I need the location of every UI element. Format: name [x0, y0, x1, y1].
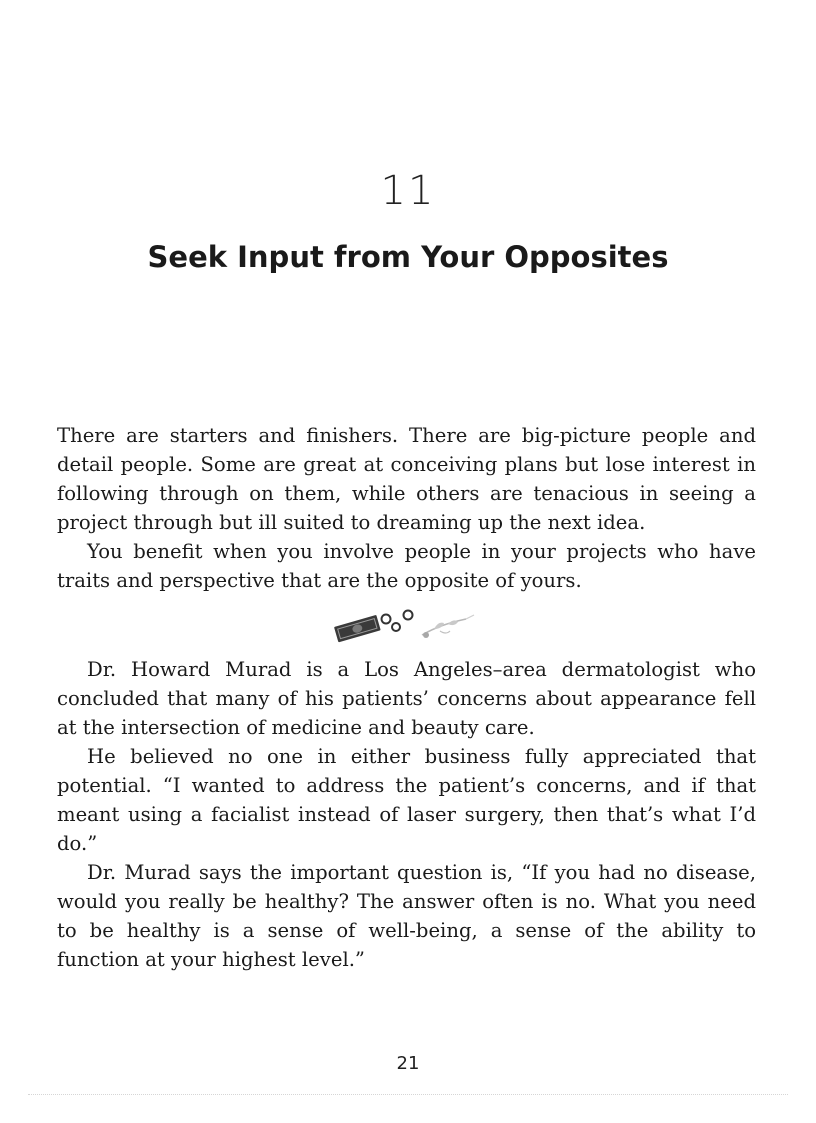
section-2-text [57, 655, 756, 974]
paragraph: You benefit when you involve people in your projects who have traits and perspective that are the opposite of yours. [57, 540, 756, 592]
money-coins-plant-ornament-icon [326, 605, 490, 647]
paragraph: He believed no one in either business fully appreciated that potential. “I wanted to address the patient’s concerns, and if that meant using a facialist instead of laser surgery, then that’s what I’d do.” [57, 745, 756, 855]
paragraph: Dr. Murad says the important question is, “If you had no disease, would you really be healthy? The answer often is no. What you need to be healthy is a sense of well-being, a sense of the ability to function at your highest level.” [57, 861, 756, 971]
chapter-number: 11 [380, 168, 436, 214]
chapter-title: Seek Input from Your Opposites [147, 240, 669, 274]
paragraph: Dr. Howard Murad is a Los Angeles–area dermatologist who concluded that many of his patients’ concerns about appearance fell at the intersection of medicine and beauty care. [57, 658, 756, 739]
page-divider [28, 1094, 788, 1095]
section-1-text [57, 421, 756, 595]
paragraph: There are starters and finishers. There are big-picture people and detail people. Some are great at conceiving plans but lose interest in following through on them, while others are tenacious in seeing a project through but ill suited to dreaming up the next idea. [57, 424, 756, 534]
page-number: 21 [396, 1053, 420, 1074]
